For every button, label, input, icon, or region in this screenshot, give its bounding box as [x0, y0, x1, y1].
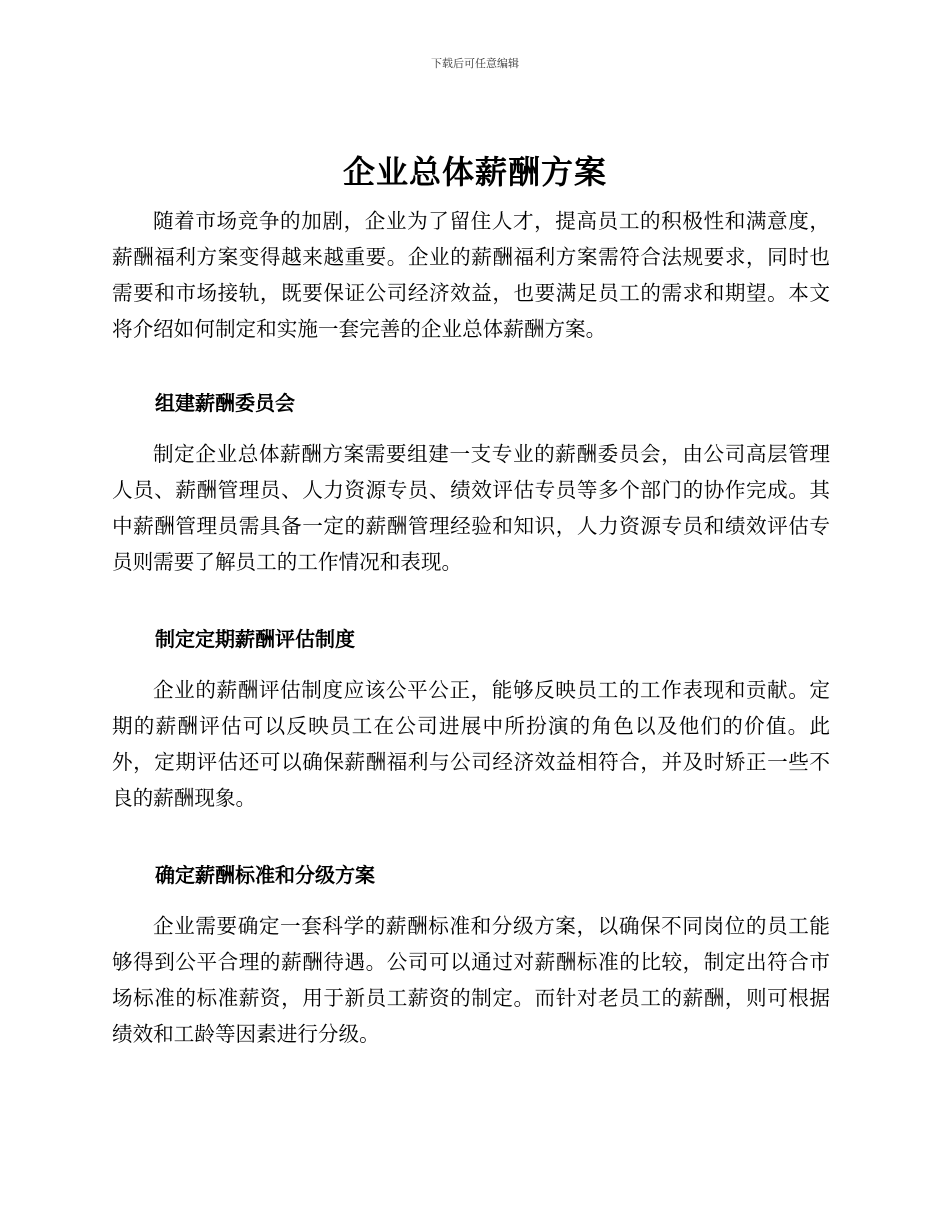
- section-heading: 制定定期薪酬评估制度: [155, 627, 355, 651]
- intro-block: [112, 203, 830, 347]
- section-heading: 确定薪酬标准和分级方案: [155, 863, 375, 887]
- section-heading: 组建薪酬委员会: [155, 391, 295, 415]
- section-body-block: [112, 908, 830, 1052]
- section-paragraph: 企业的薪酬评估制度应该公平公正，能够反映员工的工作表现和贡献。定期的薪酬评估可以反映员工在公司进展中所扮演的角色以及他们的价值。此外，定期评估还可以确保薪酬福利与公司经济效益相符合，并及时矫正一些不良的薪酬现象。: [112, 678, 830, 810]
- intro-paragraph: 随着市场竞争的加剧，企业为了留住人才，提高员工的积极性和满意度，薪酬福利方案变得越来越重要。企业的薪酬福利方案需符合法规要求，同时也需要和市场接轨，既要保证公司经济效益，也要满足员工的需求和期望。本文将介绍如何制定和实施一套完善的企业总体薪酬方案。: [112, 209, 830, 341]
- document-title: 企业总体薪酬方案: [342, 153, 607, 191]
- section-paragraph: 制定企业总体薪酬方案需要组建一支专业的薪酬委员会，由公司高层管理人员、薪酬管理员、人力资源专员、绩效评估专员等多个部门的协作完成。其中薪酬管理员需具备一定的薪酬管理经验和知识，人力资源专员和绩效评估专员则需要了解员工的工作情况和表现。: [112, 442, 830, 574]
- section-body-block: [112, 672, 830, 816]
- section-body-block: [112, 436, 830, 580]
- section-paragraph: 企业需要确定一套科学的薪酬标准和分级方案，以确保不同岗位的员工能够得到公平合理的薪酬待遇。公司可以通过对薪酬标准的比较，制定出符合市场标准的标准薪资，用于新员工薪资的制定。而针对老员工的薪酬，则可根据绩效和工龄等因素进行分级。: [112, 914, 830, 1046]
- header-note: 下载后可任意编辑: [431, 57, 519, 70]
